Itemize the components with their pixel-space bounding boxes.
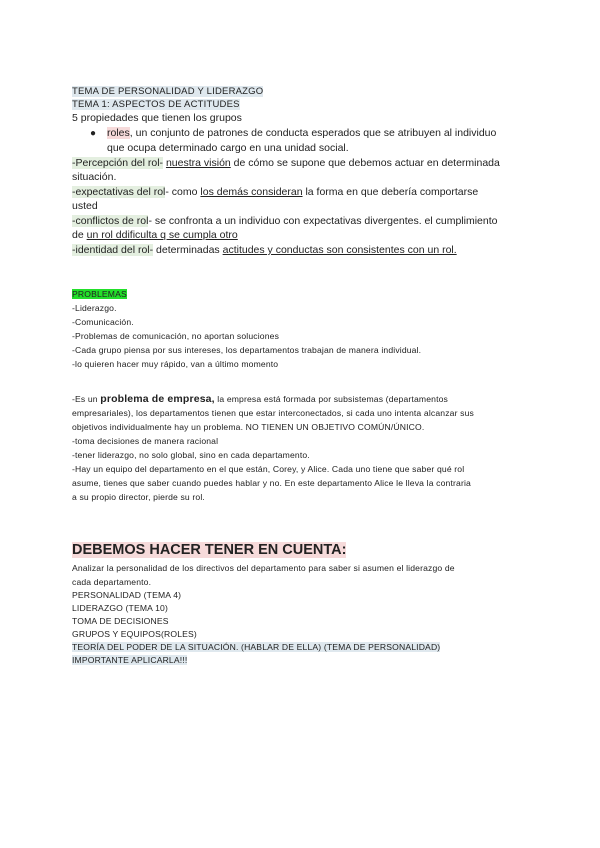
roles-line-2: que ocupa determinado cargo en una unidad social. <box>107 142 349 154</box>
roles-line-1 <box>107 127 496 139</box>
percepcion-line-1 <box>72 157 500 169</box>
conflictos-rest-1: - se confronta a un individuo con expectativas divergentes. el cumplimiento <box>148 215 498 227</box>
list-item: -Comunicación. <box>72 317 134 327</box>
identidad-line <box>72 244 457 256</box>
empresa-line-8: a su propio director, pierde su rol. <box>72 492 205 502</box>
teoria-text: TEORÍA DEL PODER DE LA SITUACIÓN. (HABLAR DE ELLA) (TEMA DE PERSONALIDAD) <box>72 642 441 652</box>
expectativas-mid: - como <box>165 186 201 198</box>
problemas-title-text: PROBLEMAS <box>72 289 127 299</box>
importante-line <box>72 655 187 665</box>
empresa-line-4: -toma decisiones de manera racional <box>72 436 219 446</box>
intro-line: 5 propiedades que tienen los grupos <box>72 112 242 124</box>
cuenta-heading <box>72 542 346 558</box>
document-subtitle-text: TEMA 1: ASPECTOS DE ACTITUDES <box>72 99 240 110</box>
empresa-line-6: -Hay un equipo del departamento en el que están, Corey, y Alice. Cada uno tiene que saber qué rol <box>72 464 465 474</box>
cuenta-line-1: Analizar la personalidad de los directivos del departamento para saber si asumen el liderazgo de <box>72 563 455 573</box>
expectativas-line-1 <box>72 186 478 198</box>
list-item: GRUPOS Y EQUIPOS(ROLES) <box>72 629 197 639</box>
bullet-icon: ● <box>90 128 97 139</box>
document-title-text: TEMA DE PERSONALIDAD Y LIDERAZGO <box>72 86 264 97</box>
cuenta-heading-text: DEBEMOS HACER TENER EN CUENTA: <box>72 542 347 558</box>
list-item: -lo quieren hacer muy rápido, van a último momento <box>72 359 279 369</box>
problemas-title <box>72 289 127 299</box>
empresa-line-7: asume, tienes que saber cuando puedes hablar y no. En este departamento Alice le lleva la contraria <box>72 478 471 488</box>
empresa-line-2: empresariales), los departamentos tienen que estar interconectados, si cada uno intenta alcanzar sus <box>72 408 474 418</box>
list-item: -Problemas de comunicación, no aportan soluciones <box>72 331 280 341</box>
list-item: PERSONALIDAD (TEMA 4) <box>72 590 182 600</box>
empresa-line-5: -tener liderazgo, no solo global, sino en cada departamento. <box>72 450 310 460</box>
list-item: -Liderazgo. <box>72 303 117 313</box>
expectativas-underlined: los demás consideran <box>200 186 303 198</box>
list-item: -Cada grupo piensa por sus intereses, los departamentos trabajan de manera individual. <box>72 345 422 355</box>
expectativas-rest-1: la forma en que debería comportarse <box>302 186 479 198</box>
conflictos-underlined: un rol ddificulta q se cumpla otro <box>86 229 238 241</box>
conflictos-line-1 <box>72 215 497 227</box>
identidad-underlined: actitudes y conductas son consistentes con un rol. <box>222 244 457 256</box>
empresa-line-3: objetivos individualmente hay un problema. NO TIENEN UN OBJETIVO COMÚN/ÚNICO. <box>72 422 425 432</box>
roles-term: roles <box>107 127 130 139</box>
empresa-prefix: -Es un <box>72 394 101 404</box>
document-title <box>72 86 263 97</box>
expectativas-line-2: usted <box>72 200 98 212</box>
list-item: LIDERAZGO (TEMA 10) <box>72 603 168 613</box>
identidad-mid: determinadas <box>153 244 223 256</box>
conflictos-line-2 <box>72 229 238 241</box>
conflictos-prefix: de <box>72 229 87 241</box>
list-item: TOMA DE DECISIONES <box>72 616 169 626</box>
identidad-label: -identidad del rol- <box>72 244 154 256</box>
roles-text-1: , un conjunto de patrones de conducta esperados que se atribuyen al individuo <box>129 127 497 139</box>
teoria-line <box>72 642 440 652</box>
empresa-rest-1: la empresa está formada por subsistemas (departamentos <box>214 394 448 404</box>
expectativas-label: -expectativas del rol <box>72 186 166 198</box>
conflictos-label: -conflictos de rol <box>72 215 149 227</box>
percepcion-line-2: situación. <box>72 171 117 183</box>
percepcion-underlined: nuestra visión <box>165 157 231 169</box>
cuenta-line-2: cada departamento. <box>72 577 152 587</box>
percepcion-label: -Percepción del rol- <box>72 157 164 169</box>
document-subtitle <box>72 99 240 110</box>
empresa-line-1 <box>72 393 448 405</box>
empresa-bold: problema de empresa, <box>100 393 215 405</box>
percepcion-rest-1: de cómo se supone que debemos actuar en determinada <box>230 157 500 169</box>
importante-text: IMPORTANTE APLICARLA!!! <box>72 655 188 665</box>
